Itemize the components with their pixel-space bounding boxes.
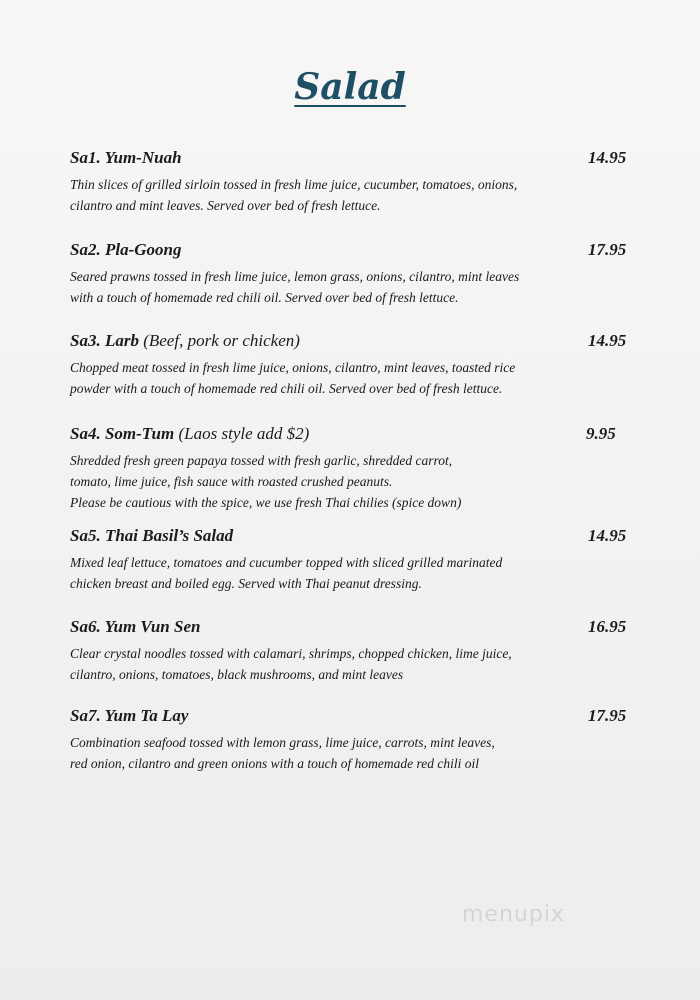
menu-item-name <box>70 617 200 637</box>
description-line: powder with a touch of homemade red chili oil. Served over bed of fresh lettuce. <box>70 381 503 396</box>
description-line: Clear crystal noodles tossed with calamari, shrimps, chopped chicken, lime juice, <box>70 646 512 661</box>
menu-item-header <box>70 240 640 266</box>
description-line: Mixed leaf lettuce, tomatoes and cucumber topped with sliced grilled marinated <box>70 555 503 570</box>
menu-item-description <box>70 357 570 399</box>
menu-item-description <box>70 174 570 216</box>
menu-item-note: (Laos style add $2) <box>178 424 310 443</box>
menu-item-description <box>70 450 570 513</box>
menu-item-description <box>70 732 570 774</box>
menu-item-title: Pla-Goong <box>104 240 182 259</box>
menu-item-name <box>70 526 233 546</box>
menu-item-header <box>70 526 640 552</box>
page-title: Salad <box>294 66 406 108</box>
menu-item-code: Sa3. <box>70 331 101 350</box>
menu-item-code: Sa1. <box>70 148 101 167</box>
menu-item-name <box>70 240 181 260</box>
menu-item-header <box>70 424 640 450</box>
menu-item-title: Yum Ta Lay <box>104 706 189 725</box>
menu-item-title: Yum-Nuah <box>104 148 182 167</box>
menu-item-price: 9.95 <box>586 424 616 443</box>
menu-item-code: Sa2. <box>70 240 101 259</box>
description-line: red onion, cilantro and green onions with a touch of homemade red chili oil <box>70 756 479 771</box>
menu-item-title: Thai Basil’s Salad <box>104 526 234 545</box>
description-line: cilantro and mint leaves. Served over bed of fresh lettuce. <box>70 198 381 213</box>
menu-item-name <box>70 706 188 726</box>
menu-item-price: 17.95 <box>588 706 627 725</box>
description-line: Chopped meat tossed in fresh lime juice, onions, cilantro, mint leaves, toasted rice <box>70 360 516 375</box>
menu-item <box>70 148 640 216</box>
menu-item-price: 14.95 <box>588 331 627 350</box>
menu-item-title: Yum Vun Sen <box>104 617 201 636</box>
menu-item-price: 14.95 <box>588 526 627 545</box>
menu-item-code: Sa6. <box>70 617 101 636</box>
description-line: Combination seafood tossed with lemon grass, lime juice, carrots, mint leaves, <box>70 735 495 750</box>
description-line: Seared prawns tossed in fresh lime juice, lemon grass, onions, cilantro, mint leaves <box>70 269 520 284</box>
menu-item-price: 16.95 <box>588 617 627 636</box>
menu-item <box>70 331 640 399</box>
menu-item <box>70 526 640 594</box>
menu-item-code: Sa7. <box>70 706 101 725</box>
description-line: tomato, lime juice, fish sauce with roasted crushed peanuts. <box>70 474 393 489</box>
menu-item-header <box>70 331 640 357</box>
description-line: cilantro, onions, tomatoes, black mushrooms, and mint leaves <box>70 667 404 682</box>
menu-item-name <box>70 331 300 351</box>
menu-item-header <box>70 617 640 643</box>
description-line: Shredded fresh green papaya tossed with fresh garlic, shredded carrot, <box>70 453 453 468</box>
menu-item-price: 17.95 <box>588 240 627 259</box>
menu-item <box>70 424 640 513</box>
menu-item-header <box>70 706 640 732</box>
menu-item-name <box>70 424 309 444</box>
menu-item-description <box>70 552 570 594</box>
menu-item <box>70 240 640 308</box>
menu-item <box>70 617 640 685</box>
menu-item <box>70 706 640 774</box>
menu-item-code: Sa5. <box>70 526 101 545</box>
menu-item-header <box>70 148 640 174</box>
watermark: menupix <box>462 902 565 927</box>
menu-item-description <box>70 643 570 685</box>
description-line: Please be cautious with the spice, we use fresh Thai chilies (spice down) <box>70 495 462 510</box>
menu-item-title: Larb <box>104 331 139 350</box>
menu-item-price: 14.95 <box>588 148 627 167</box>
menu-item-code: Sa4. <box>70 424 101 443</box>
description-line: Thin slices of grilled sirloin tossed in fresh lime juice, cucumber, tomatoes, onions, <box>70 177 518 192</box>
menu-item-title: Som-Tum <box>104 424 175 443</box>
description-line: chicken breast and boiled egg. Served with Thai peanut dressing. <box>70 576 422 591</box>
menu-item-note: (Beef, pork or chicken) <box>143 331 300 350</box>
description-line: with a touch of homemade red chili oil. Served over bed of fresh lettuce. <box>70 290 459 305</box>
menu-item-name <box>70 148 182 168</box>
menu-item-description <box>70 266 570 308</box>
